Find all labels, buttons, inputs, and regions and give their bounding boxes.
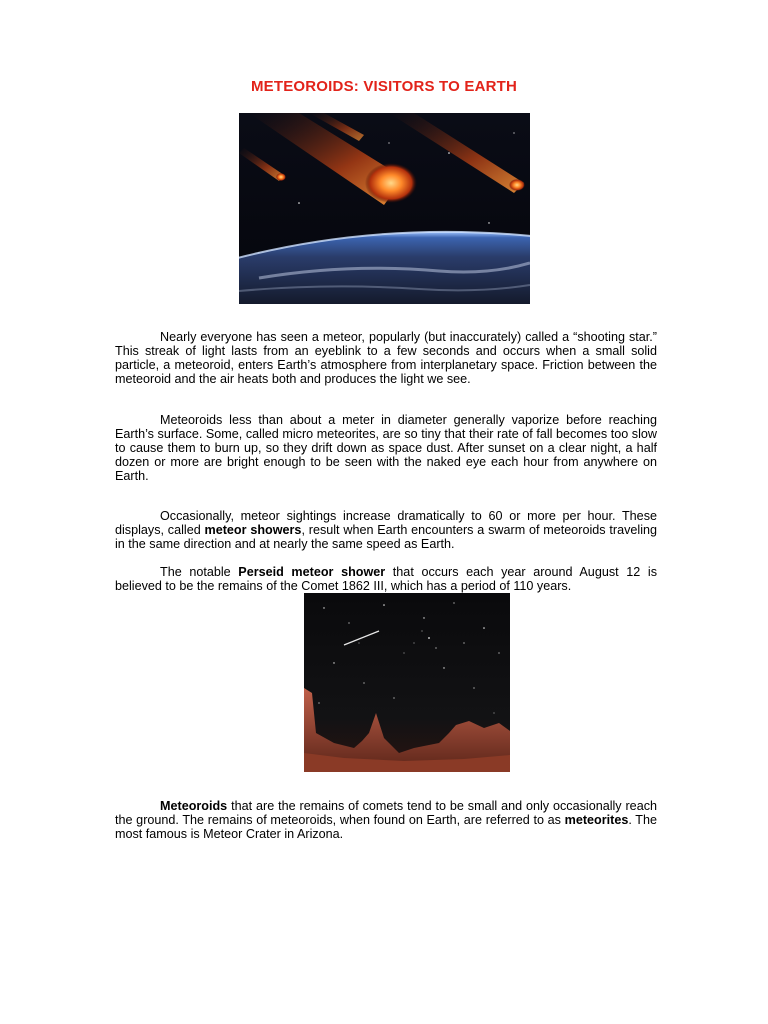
paragraph-text: The notable [160, 564, 239, 579]
paragraph-text: that are the remains of comets tend to be small and only occasionally reach the ground. The remains of meteoroids, when found on Earth, are referred to as [115, 798, 657, 827]
paragraph-meteorites [115, 799, 657, 841]
meteors-photo [239, 113, 530, 304]
bold-term-perseid: Perseid meteor shower [238, 564, 386, 579]
paragraph-perseid [115, 565, 657, 593]
paragraph-text: . The most famous is Meteor Crater in Arizona. [115, 812, 657, 841]
bold-term-meteorites: meteorites [564, 812, 629, 827]
bold-term-meteor-showers: meteor showers [204, 522, 302, 537]
bold-term-meteoroids: Meteoroids [160, 798, 228, 813]
paragraph-text: that occurs each year around August 12 is believed to be the remains of the Comet 1862 III, which has a period of 110 years. [115, 564, 657, 593]
paragraph-text: , result when Earth encounters a swarm of meteoroids traveling in the same direction and at nearly the same speed as Earth. [115, 522, 658, 551]
page-title: METEOROIDS: VISITORS TO EARTH [250, 78, 518, 95]
meteor-night-sky-photo [304, 593, 510, 772]
paragraph-text: Nearly everyone has seen a meteor, popularly (but inaccurately) called a “shooting star.” This streak of light lasts from an eyeblink to a few seconds and occurs when a small solid particle, a meteoroid, enters Earth’s atmosphere from interplanetary space. Friction between the meteoroid and the air heats both and produces the light we see. [115, 329, 657, 386]
paragraph-shooting-star [115, 330, 657, 386]
paragraph-micro-meteorites [115, 413, 657, 483]
paragraph-text: Occasionally, meteor sightings increase dramatically to 60 or more per hour. These displays, called [115, 508, 657, 537]
paragraph-text: Meteoroids less than about a meter in diameter generally vaporize before reaching Earth’s surface. Some, called micro meteorites, are so tiny that their rate of fall becomes too slow to cause them to burn up, so they drift down as space dust. After sunset on a clear night, a half dozen or more are bright enough to be seen with the naked eye each hour from anywhere on Earth. [115, 412, 657, 483]
paragraph-meteor-showers [115, 509, 657, 551]
